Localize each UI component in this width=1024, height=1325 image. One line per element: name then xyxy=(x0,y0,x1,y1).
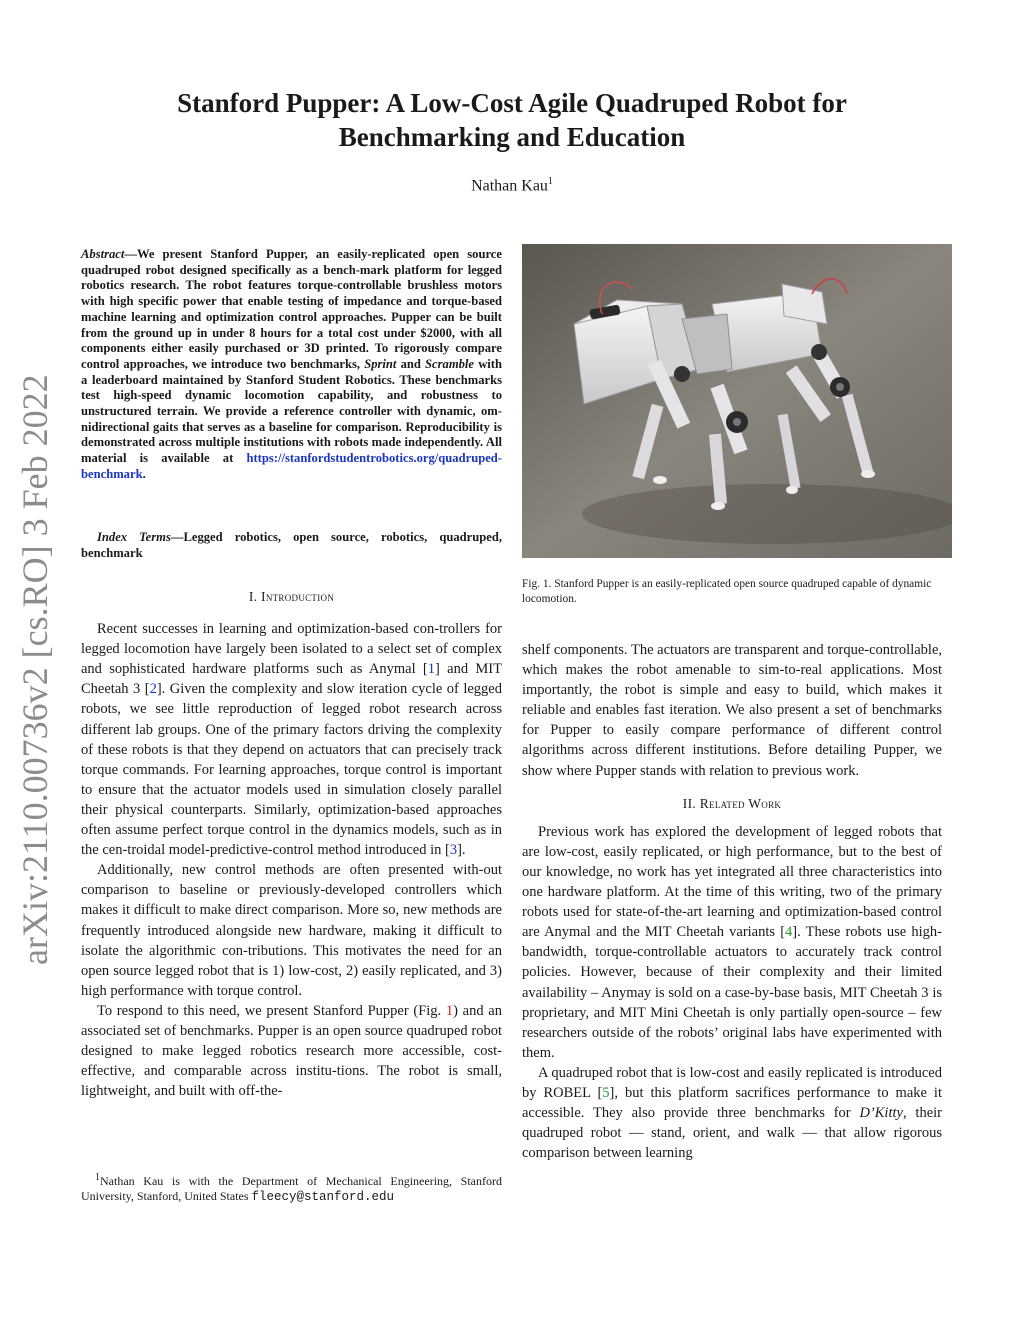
citation-5-link[interactable]: 5 xyxy=(602,1084,610,1101)
abstract-scramble: Scramble xyxy=(425,356,475,371)
footnote-email[interactable]: fleecy@stanford.edu xyxy=(251,1190,395,1204)
author-footnote-mark: 1 xyxy=(547,176,553,187)
robot-photo xyxy=(522,244,952,558)
abstract-and: and xyxy=(396,356,426,371)
abstract-url-link[interactable]: https://stanfordstudentrobotics.org/quadruped-benchmark xyxy=(81,451,502,481)
intro-p3-text-b: ) and an associated set of benchmarks. Pupper is an open source quadruped robot designed to make legged robotics research more accessible, cost-effective, and comparable across institu-tions. The robot is small, lightweight, and built with off-the- xyxy=(81,1002,502,1100)
intro-p1-text-c: ]. Given the complexity and slow iteration cycle of legged robots, we see little reproduction of legged robot research across different lab groups. One of the primary factors driving the complexity of these robots is that they depend on actuators that can precisely track torque commands. For learning approaches, torque control is important to ensure that the actuator models used in simulation closely parallel their physical counterparts. Similarly, optimization-based approaches often assume perfect torque control in the dynamics models, such as in the cen-troidal model-predictive-control method introduced in [ xyxy=(81,681,502,859)
dkitty-term: D’Kitty xyxy=(859,1105,903,1122)
index-terms-text: —Legged robotics, open source, robotics, quadruped, benchmark xyxy=(81,530,502,560)
abstract xyxy=(81,247,502,483)
intro-paragraph-2: Additionally, new control methods are often presented with-out comparison to baseline or previously-developed controllers which makes it difficult to make direct comparison. More so, new methods are frequently introduced alongside new hardware, making it difficult to isolate the algorithmic con-tributions. This motivates the need for an open source legged robot that is 1) low-cost, 2) easily replicated, and 3) high performance with torque control. xyxy=(81,862,502,999)
abstract-lead: Abstract xyxy=(81,247,125,261)
section-1-title: Introduction xyxy=(261,589,335,604)
author-line xyxy=(0,176,1024,195)
index-terms xyxy=(81,530,502,561)
related-p2-text-a: A quadruped robot that is low-cost and easily replicated is introduced by ROBEL [ xyxy=(522,1064,942,1101)
intro-p1-text-b: ] and MIT Cheetah 3 [ xyxy=(81,661,502,698)
paper-title-line-1: Stanford Pupper: A Low-Cost Agile Quadruped Robot for xyxy=(177,88,847,118)
paper-title-line-2: Benchmarking and Education xyxy=(338,122,686,152)
related-p1-text-b: ]. These robots use high-bandwidth, torque-controllable actuators to accurately track control policies. However, because of their complexity and their limited availability – Anymay is sold on a case-by-base basis, MIT Cheetah 3 is proprietary, and MIT Mini Cheetah is only partially open-source – few researchers outside of the robots’ original labs have experimented with them. xyxy=(522,924,942,1061)
intro-p3-text-a: To respond to this need, we present Stanford Pupper (Fig. xyxy=(97,1002,446,1019)
figure-1-caption: Fig. 1. Stanford Pupper is an easily-replicated open source quadruped capable of dynamic locomotion. xyxy=(522,578,932,605)
footnote-text: Nathan Kau is with the Department of Mechanical Engineering, Stanford University, Stanford, United States xyxy=(81,1174,502,1203)
related-p2-text-b: ], but this platform sacrifices performance to make it accessible. They also provide three benchmarks for xyxy=(522,1084,942,1122)
right-paragraph-1: shelf components. The actuators are transparent and torque-controllable, which makes the robot amenable to sim-to-real applications. Most importantly, the robot is simple and easy to build, which makes it reliable and enables fast iteration. We also present a set of benchmarks for Pupper to easily compare performance of different control algorithms across different institutions. Before detailing Pupper, we show where Pupper stands with relation to previous work. xyxy=(522,642,942,779)
figure-1-link[interactable]: 1 xyxy=(445,1002,454,1019)
index-terms-lead: Index Terms xyxy=(97,530,171,544)
section-2-heading xyxy=(522,794,942,814)
abstract-text-b: with a leaderboard maintained by Stanford Student Robotics. These benchmarks test high-speed dynamic locomotion capability, and robustness to unstructured terrain. We provide a reference controller with dynamic, om-nidirectional gaits that serves as a baseline for comparison. Reproducibility is demonstrated across multiple institutions with robots made independently. All material is available at xyxy=(81,356,502,466)
arxiv-stamp xyxy=(6,0,64,1325)
intro-paragraph-3 xyxy=(81,1001,502,1101)
citation-4-link[interactable]: 4 xyxy=(785,924,793,941)
citation-1-link[interactable]: 1 xyxy=(427,661,436,678)
citation-2-link[interactable]: 2 xyxy=(149,681,157,698)
related-paragraph-2 xyxy=(522,1063,942,1163)
footnote-mark: 1 xyxy=(95,1172,100,1183)
related-p2-text-c: , their quadruped robot — stand, orient, and walk — that allow rigorous comparison between learning xyxy=(522,1105,942,1162)
section-2-number: II. xyxy=(682,795,700,811)
citation-3-link[interactable]: 3 xyxy=(449,842,458,859)
footnote xyxy=(81,1170,502,1205)
related-p1-text-a: Previous work has explored the development of legged robots that are low-cost, easily replicated, or high performance, but to the best of our knowledge, no work has yet integrated all three characteristics into one hardware platform. At the time of this writing, two of the primary robots used for state-of-the-art learning and optimization-based control are Anymal and the MIT Cheetah variants [ xyxy=(522,823,942,941)
intro-paragraph-1 xyxy=(81,619,502,860)
intro-p1-text-d: ]. xyxy=(457,842,466,859)
related-paragraph-1 xyxy=(522,822,942,1063)
abstract-text-a: —We present Stanford Pupper, an easily-replicated open source quadruped robot designed specifically as a bench-mark platform for legged robotics research. The robot features torque-controllable brushless motors with high specific power that enable testing of impedance and torque-based machine learning and optimization control approaches. Pupper can be built from the ground up in under 8 hours for a total cost under $2000, with all components either easily purchased or 3D printed. To rigorously compare control approaches, we introduce two benchmarks, xyxy=(81,247,502,371)
arxiv-id: arXiv:2110.00736v2 [cs.RO] 3 Feb 2022 xyxy=(15,374,55,965)
abstract-sprint: Sprint xyxy=(364,356,397,371)
intro-p1-text-a: Recent successes in learning and optimization-based con-trollers for legged locomotion have largely been isolated to a select set of complex and sophisticated hardware platforms such as Anymal [ xyxy=(81,621,502,678)
section-1-heading xyxy=(81,587,502,607)
section-1-number: I. xyxy=(248,589,262,604)
right-column xyxy=(522,640,942,1163)
abstract-end: . xyxy=(142,466,146,481)
section-2-title: Related Work xyxy=(699,795,782,811)
figure-1-photo xyxy=(522,244,952,558)
left-column xyxy=(81,589,502,1101)
author-name: Nathan Kau xyxy=(471,177,548,195)
paper-title xyxy=(100,86,924,154)
